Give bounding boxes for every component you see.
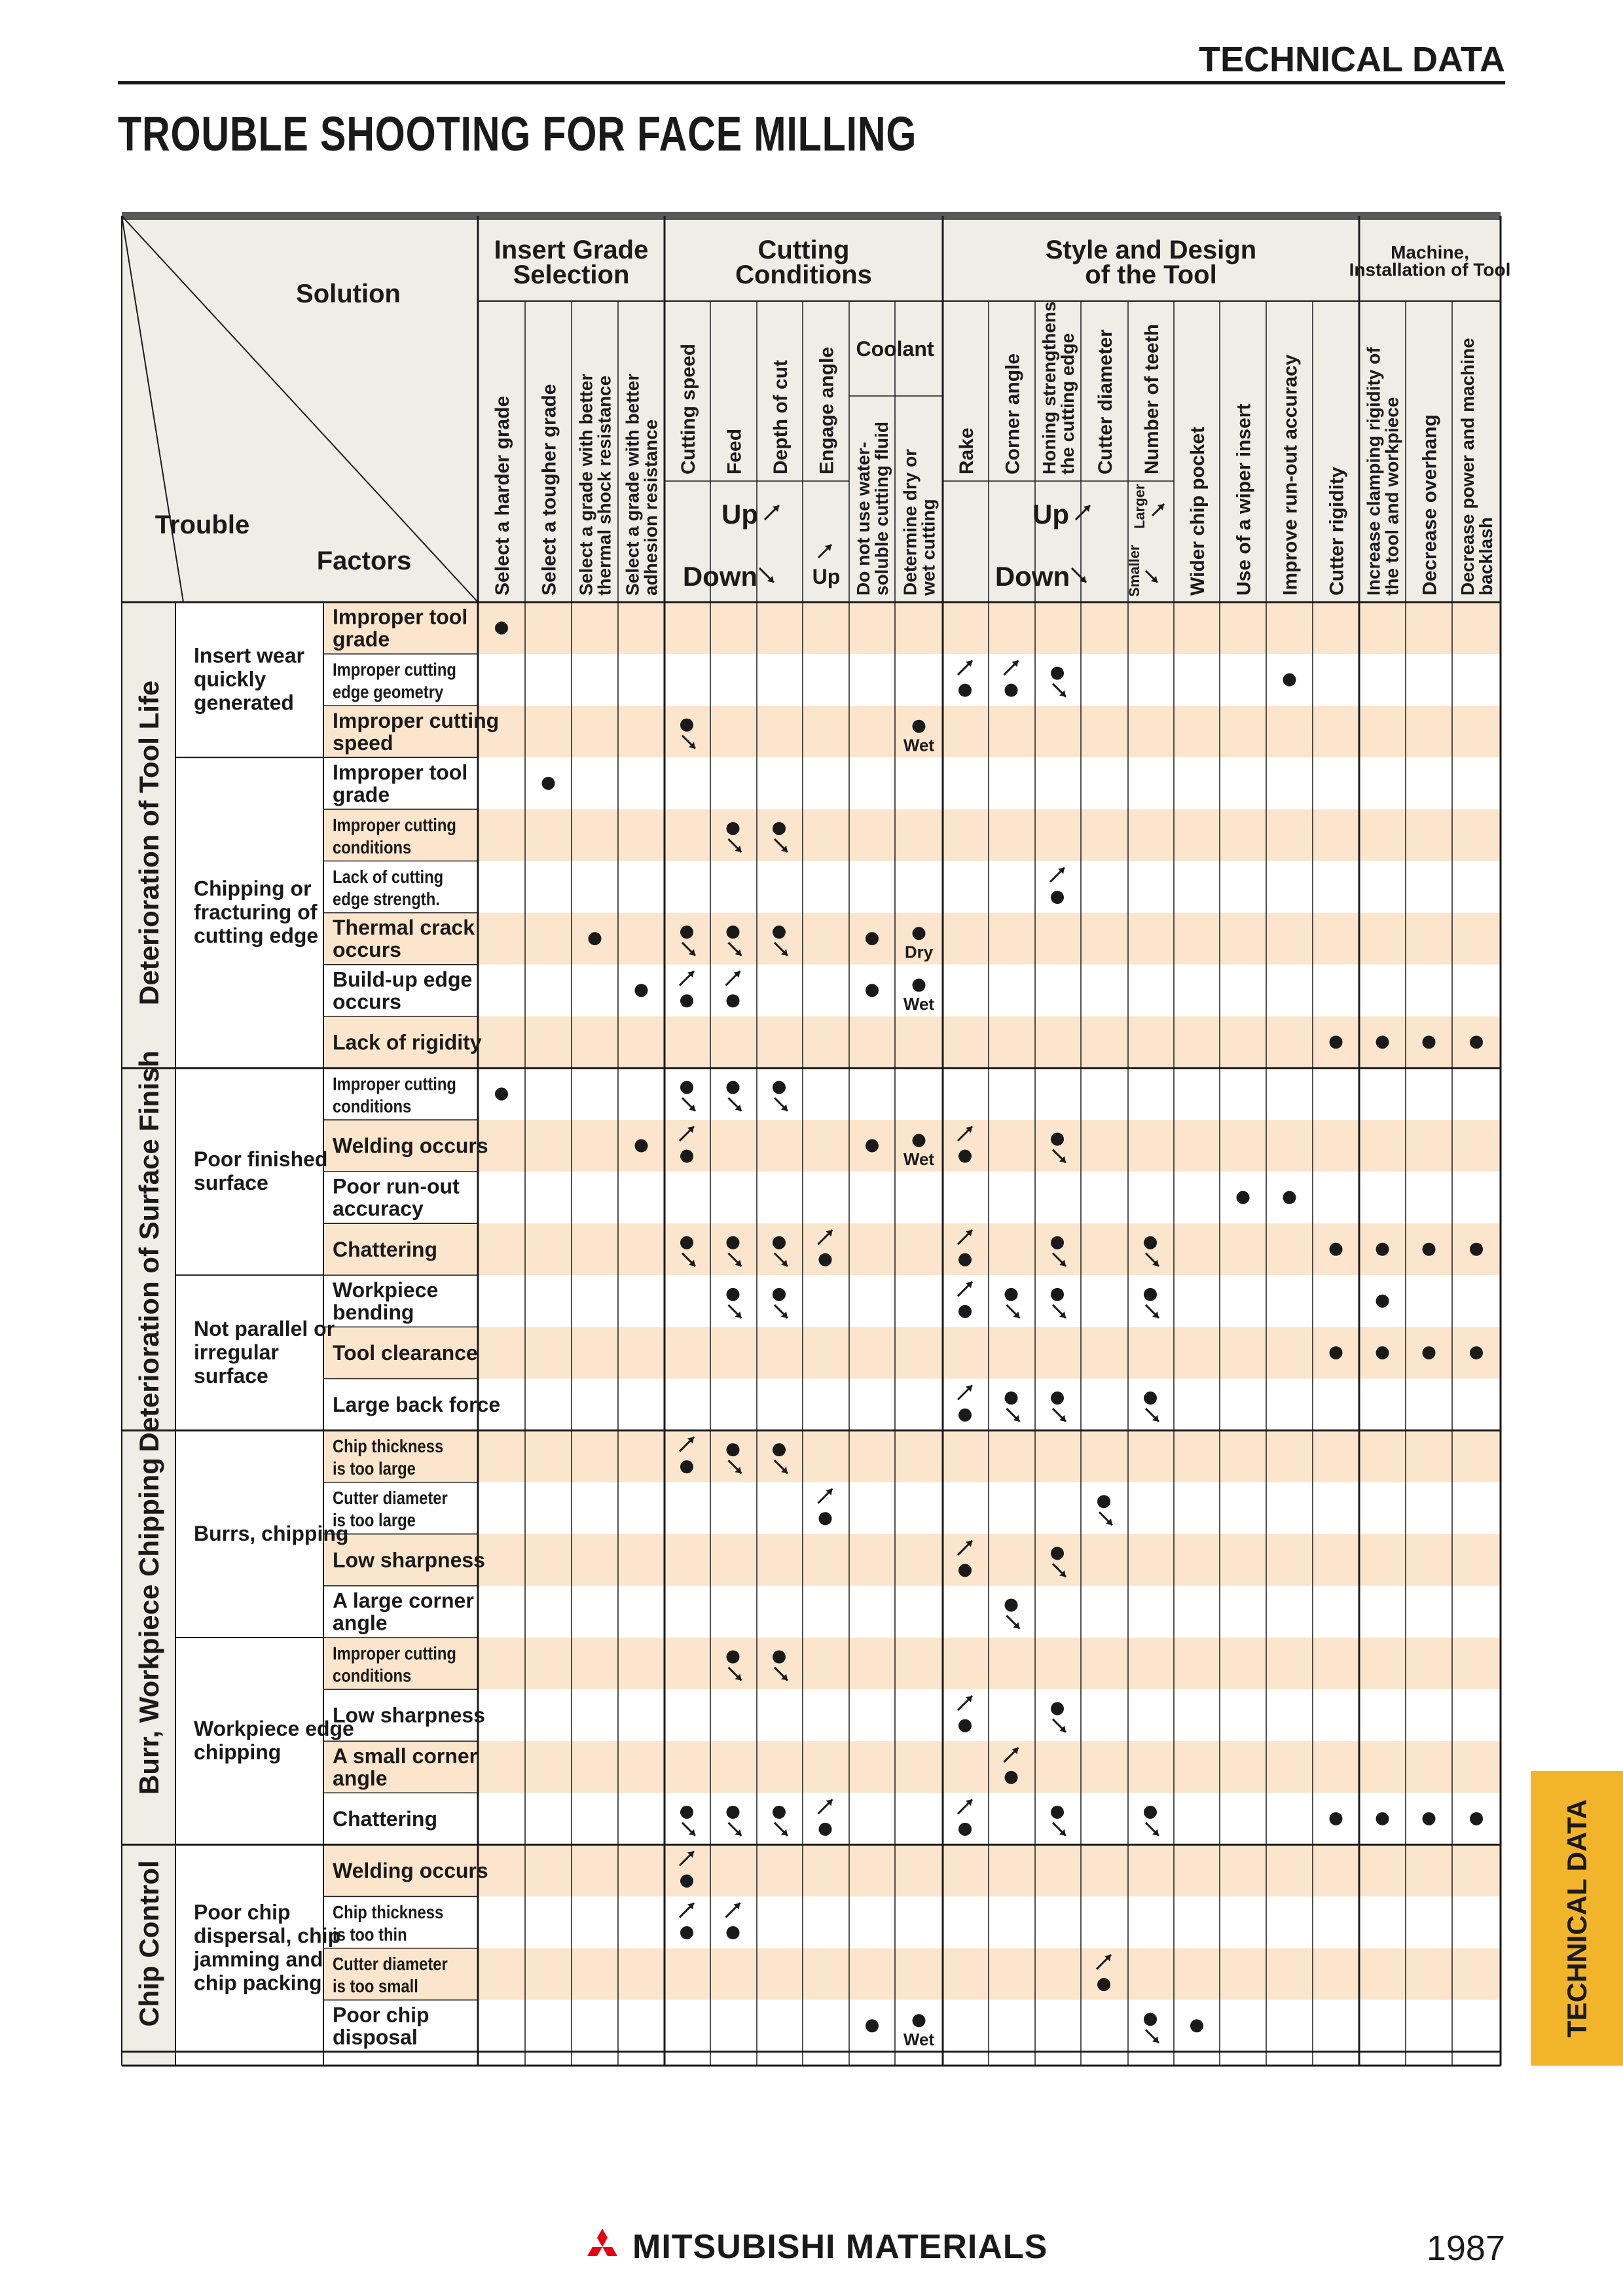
factor-label: A large corner [333,1588,474,1613]
dot-icon [1330,1346,1343,1359]
factor-label: Chip thickness [333,1435,444,1457]
dot-icon [819,1512,832,1525]
sub-trouble-label: dispersal, chip [194,1924,341,1948]
sub-trouble-label: Workpiece edge [194,1717,354,1741]
dot-icon [589,932,602,945]
dot-icon [913,1134,926,1147]
dot-icon [1376,1295,1389,1308]
dot-icon [958,1253,972,1266]
column-label: Feed [723,428,746,475]
column-label: Honing strengthens [1039,301,1060,475]
dot-icon [1237,1191,1250,1204]
factor-label: Welding occurs [333,1858,488,1882]
factor-label: edge strength. [333,888,440,910]
dot-icon [958,684,972,697]
dot-icon [1283,673,1296,687]
dot-icon [958,1305,972,1318]
dot-icon [635,1139,648,1153]
column-label: Do not use water- [853,442,874,596]
dot-icon [1051,1133,1064,1146]
dot-icon [1423,1346,1436,1359]
footer-logo [581,2224,1048,2270]
factor-label: Chattering [333,1806,437,1831]
column-label: backlash [1476,517,1497,596]
dot-icon [1330,1035,1343,1049]
column-label: adhesion resistance [640,419,661,596]
factor-label: Tool clearance [333,1340,478,1365]
sub-trouble-label: generated [194,691,294,715]
factor-label: Improper cutting [333,1642,456,1664]
dot-icon [1051,1236,1064,1249]
column-label: wet cutting [918,499,939,596]
sub-trouble-label: Not parallel or [194,1316,335,1340]
factor-label: Lack of cutting [333,866,444,888]
dot-icon [1051,1702,1064,1715]
dot-icon [1097,1495,1110,1508]
factor-label: is too small [333,1975,418,1997]
trouble-label: Chip Control [134,1860,164,2027]
dot-icon [1005,684,1018,697]
sub-trouble-label: jamming and [194,1947,323,1971]
dot-icon [1051,1547,1064,1560]
dot-icon [495,622,508,635]
dot-icon [866,1139,879,1153]
table-row [323,1431,1501,1482]
factor-label: Lack of rigidity [333,1030,482,1054]
page-number: 1987 [1426,2229,1505,2268]
table-row [323,1223,1501,1275]
dot-icon [866,932,879,945]
sub-trouble-label: Poor finished [194,1147,328,1172]
factor-label: is too large [333,1458,416,1479]
factor-label: is too large [333,1509,416,1531]
dot-icon [680,1236,693,1249]
sub-trouble-label: chip packing [194,1971,322,1995]
column-label: Number of teeth [1140,323,1163,475]
dot-icon [1376,1812,1389,1825]
dot-icon [913,720,926,733]
dot-icon [773,1806,786,1819]
dot-icon [1005,1598,1018,1611]
factor-label: Improper cutting [333,708,500,732]
table-row [323,1534,1501,1586]
footer-brand: MITSUBISHI MATERIALS [632,2228,1048,2266]
factor-label: A small corner [333,1744,478,1768]
trouble-label: Deterioration of Tool Life [134,680,164,1005]
down-label: Down [994,561,1070,592]
group-header: Cutting Conditions [735,236,872,289]
table-row [323,1741,1501,1793]
dot-icon [1330,1243,1343,1256]
factor-label: angle [333,1611,388,1635]
table-row [323,1689,1501,1741]
factor-label: disposal [333,2025,418,2049]
sub-trouble-label: Insert wear [194,643,304,668]
dot-icon [727,1236,740,1249]
table-row [323,809,1501,861]
sub-trouble-label: surface [194,1363,268,1388]
dot-icon [1283,1191,1296,1204]
dot-icon [1051,1288,1064,1301]
corner-solution-label: Solution [296,279,401,308]
corner-factors-label: Factors [316,547,412,575]
smaller-label: Smaller [1126,545,1142,597]
side-tab-label-wrap [1531,1771,1623,2066]
factor-label: Cutter diameter [333,1487,448,1509]
factor-label: Cutter diameter [333,1953,448,1975]
dot-icon [680,925,693,939]
coolant-note: Dry [904,942,934,962]
factor-label: Workpiece [333,1278,439,1302]
dot-icon [1051,1806,1064,1819]
dot-icon [819,1253,832,1266]
factor-label: Improper cutting [333,1073,456,1094]
dot-icon [680,994,693,1007]
dot-icon [1097,1978,1110,1991]
column-label: Cutter diameter [1094,329,1116,475]
column-label: Cutter rigidity [1326,467,1348,596]
sub-trouble-label: fracturing of [194,900,318,924]
side-tab-label: TECHNICAL DATA [1561,1799,1592,2037]
dot-icon [913,978,926,992]
dot-icon [680,1460,693,1473]
coolant-note: Wet [903,735,935,755]
larger-label: Larger [1131,484,1148,529]
factor-label: Chattering [333,1237,437,1261]
factor-label: occurs [333,990,401,1014]
dot-icon [727,822,740,835]
dot-icon [958,1564,972,1577]
factor-label: Improper tool [333,760,468,784]
dot-icon [1376,1035,1389,1049]
dot-icon [1144,1806,1157,1819]
dot-icon [727,994,740,1007]
coolant-label: Coolant [856,337,934,361]
dot-icon [1423,1243,1436,1256]
dot-icon [773,1651,786,1664]
dot-icon [680,1150,693,1163]
dot-icon [773,1081,786,1094]
factor-label: speed [333,730,393,755]
factor-label: Improper cutting [333,658,456,681]
dot-icon [1470,1243,1483,1256]
dot-icon [1423,1035,1436,1049]
dot-icon [1470,1346,1483,1359]
column-label: Decrease overhang [1419,414,1441,596]
table-row [323,861,1501,913]
coolant-note: Wet [903,1149,935,1170]
column-label: Corner angle [1002,353,1024,475]
section-title: TECHNICAL DATA [1199,40,1505,79]
factor-label: Low sharpness [333,1703,485,1727]
table-row [323,1327,1501,1378]
dot-icon [1470,1812,1483,1825]
dot-icon [727,1288,740,1301]
dot-icon [680,1081,693,1094]
table-row [323,1172,1501,1223]
dot-icon [727,1443,740,1456]
factor-label: Welding occurs [333,1134,488,1158]
factor-label: Poor chip [333,2003,429,2027]
column-label: the tool and workpiece [1381,397,1402,596]
factor-label: Thermal crack [333,916,475,940]
dot-icon [680,719,693,732]
column-label: Decrease power and machine [1457,338,1478,596]
dot-icon [773,822,786,835]
dot-icon [495,1087,508,1100]
factor-label: grade [333,782,390,806]
factor-label: grade [333,627,390,651]
dot-icon [680,1874,693,1888]
dot-icon [773,1288,786,1301]
top-rule [122,212,1501,220]
column-label: Improve run-out accuracy [1279,354,1302,596]
dot-icon [680,1806,693,1819]
group-header: Style and Design of the Tool [1045,236,1257,289]
table-row [323,1275,1501,1327]
sub-trouble-label: irregular [194,1340,279,1364]
dot-icon [958,1150,972,1163]
dot-icon [727,1651,740,1664]
factor-label: bending [333,1300,414,1324]
dot-icon [1051,667,1064,680]
dot-icon [1144,2013,1157,2026]
column-label: Select a grade with better [622,373,643,596]
sub-trouble-label: Burrs, chipping [194,1521,349,1545]
factor-label: Low sharpness [333,1548,485,1572]
dot-icon [866,984,879,997]
coolant-note: Wet [903,2029,935,2049]
column-label: Determine dry or [900,448,921,596]
dot-icon [1051,1391,1064,1405]
column-label: Cutting speed [677,344,699,475]
column-label: thermal shock resistance [594,375,615,596]
sub-trouble-label: chipping [194,1740,282,1765]
group-header: Machine, Installation of Tool [1349,242,1511,280]
sub-trouble-label: quickly [194,667,266,691]
column-label: Rake [955,427,977,475]
factor-label: conditions [333,1664,412,1687]
table-row [323,1638,1501,1689]
factor-label: angle [333,1766,388,1790]
mitsubishi-diamonds-icon [581,2229,623,2265]
dot-icon [1005,1771,1018,1784]
factor-label: Large back force [333,1393,501,1417]
table-row [323,1793,1501,1844]
factor-label: Build-up edge [333,967,473,992]
factor-label: accuracy [333,1196,424,1221]
dot-icon [680,1926,693,1939]
dot-icon [727,925,740,939]
dot-icon [727,1081,740,1094]
dot-icon [958,1408,972,1422]
table-row [323,757,1501,809]
dot-icon [913,927,926,940]
page-title: TROUBLE SHOOTING FOR FACE MILLING [118,107,917,161]
corner-trouble-label: Trouble [155,511,250,539]
factor-label: edge geometry [333,681,444,703]
dot-icon [1005,1288,1018,1301]
dot-icon [958,1823,972,1836]
trouble-label: Deterioration of Surface Finish [134,1050,164,1452]
table-row [323,1844,1501,1896]
up-label: Up [721,499,758,529]
sub-trouble-label: Poor chip [194,1900,291,1924]
column-label: Select a grade with better [575,373,596,596]
dot-icon [1005,1391,1018,1405]
dot-icon [958,1719,972,1732]
column-label: Depth of cut [769,360,792,475]
dot-icon [866,2019,879,2032]
dot-icon [773,925,786,939]
up-label: Up [1032,499,1069,529]
dot-icon [727,1806,740,1819]
sub-trouble-label: cutting edge [194,924,319,948]
group-header: Insert Grade Selection [494,236,649,289]
dot-icon [1423,1812,1436,1825]
column-label: Select a harder grade [491,395,513,596]
factor-label: is too thin [333,1924,407,1945]
dot-icon [1144,1236,1157,1249]
sub-trouble-label: Chipping or [194,876,312,901]
table-row [323,1586,1501,1638]
dot-icon [1330,1812,1343,1825]
column-label: soluble cutting fluid [871,422,892,596]
column-label: Engage angle [816,346,838,475]
table-row [323,654,1501,706]
engage-up-label: Up [812,565,841,588]
dot-icon [1190,2019,1203,2032]
table-row [323,1016,1501,1068]
factor-label: Improper tool [333,605,468,629]
dot-icon [1470,1035,1483,1049]
dot-icon [819,1823,832,1836]
factor-label: Improper cutting [333,814,456,836]
dot-icon [773,1236,786,1249]
dot-icon [1144,1391,1157,1405]
column-label: Increase clamping rigidity of [1363,347,1384,596]
dot-icon [1144,1288,1157,1301]
dot-icon [1051,891,1064,904]
dot-icon [913,2014,926,2027]
column-label: the cutting edge [1057,332,1078,475]
table-row [323,1897,1501,1948]
factor-label: Chip thickness [333,1901,444,1923]
dot-icon [773,1443,786,1456]
down-label: Down [682,561,758,592]
dot-icon [635,984,648,997]
dot-icon [1376,1346,1389,1359]
column-label: Use of a wiper insert [1233,403,1255,596]
factor-label: Poor run-out [333,1174,460,1198]
dot-icon [1376,1243,1389,1256]
table-row [323,1482,1501,1534]
trouble-label: Burr, Workpiece Chipping [134,1458,164,1795]
dot-icon [727,1926,740,1939]
column-label: Wider chip pocket [1186,426,1209,596]
factor-label: occurs [333,938,401,962]
coolant-note: Wet [903,994,935,1014]
dot-icon [542,777,555,790]
column-label: Select a tougher grade [538,384,560,596]
sub-trouble-label: surface [194,1171,268,1195]
factor-label: conditions [333,1095,412,1117]
factor-label: conditions [333,836,412,858]
table-row [323,1948,1501,2000]
